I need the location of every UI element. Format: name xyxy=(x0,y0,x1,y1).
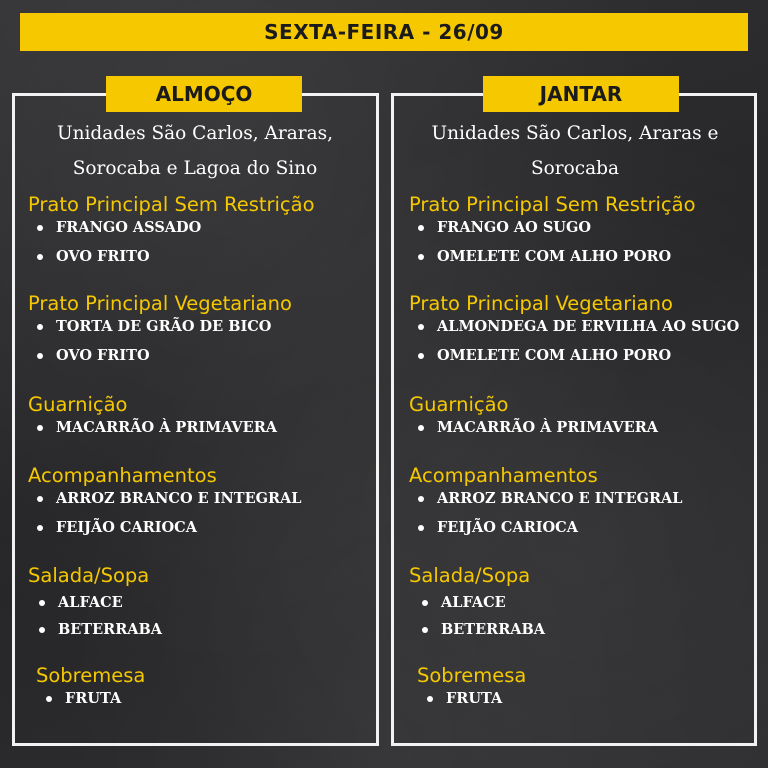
lunch-label: ALMOÇO xyxy=(106,76,302,112)
dinner-units-line: Unidades São Carlos, Araras e xyxy=(431,123,719,144)
dinner-units-line: Sorocaba xyxy=(530,158,620,179)
lunch-section-title: Acompanhamentos xyxy=(28,464,217,487)
dinner-menu-item xyxy=(418,318,739,335)
lunch-menu-item xyxy=(37,419,277,436)
bullet-icon xyxy=(418,425,424,431)
lunch-section-title: Prato Principal Vegetariano xyxy=(28,292,292,315)
dinner-menu-item xyxy=(418,519,578,536)
menu-item-label: OVO FRITO xyxy=(56,248,150,265)
bullet-icon xyxy=(46,696,52,702)
menu-item-label: ALMONDEGA DE ERVILHA AO SUGO xyxy=(437,318,740,335)
dinner-menu-item xyxy=(422,621,545,638)
dinner-menu-item xyxy=(418,347,671,364)
lunch-units-line: Sorocaba e Lagoa do Sino xyxy=(72,158,318,179)
menu-item-label: BETERRABA xyxy=(441,621,546,638)
dinner-menu-item xyxy=(418,490,683,507)
menu-item-label: OVO FRITO xyxy=(56,347,150,364)
bullet-icon xyxy=(418,254,424,260)
lunch-menu-item xyxy=(37,519,197,536)
lunch-menu-item xyxy=(37,490,302,507)
day-header xyxy=(20,13,748,51)
bullet-icon xyxy=(418,353,424,359)
dinner-section-title: Acompanhamentos xyxy=(409,464,598,487)
lunch-menu-item xyxy=(39,621,162,638)
menu-item-label: BETERRABA xyxy=(58,621,163,638)
dinner-section-title: Guarnição xyxy=(409,393,509,416)
bullet-icon xyxy=(37,496,43,502)
bullet-icon xyxy=(37,225,43,231)
menu-item-label: FEIJÃO CARIOCA xyxy=(437,519,578,536)
dinner-menu-item xyxy=(422,594,506,611)
bullet-icon xyxy=(37,525,43,531)
menu-item-label: OMELETE COM ALHO PORO xyxy=(437,347,672,364)
menu-item-label: ARROZ BRANCO E INTEGRAL xyxy=(437,490,683,507)
lunch-menu-item xyxy=(37,248,150,265)
lunch-section-title: Sobremesa xyxy=(36,664,146,687)
dinner-units xyxy=(394,116,756,186)
lunch-menu-item xyxy=(37,318,271,335)
dinner-menu-item xyxy=(418,248,671,265)
menu-item-label: OMELETE COM ALHO PORO xyxy=(437,248,672,265)
dinner-section-title: Prato Principal Sem Restrição xyxy=(409,193,696,216)
menu-item-label: MACARRÃO À PRIMAVERA xyxy=(56,419,278,436)
bullet-icon xyxy=(37,254,43,260)
lunch-menu-item xyxy=(39,594,123,611)
bullet-icon xyxy=(422,600,428,606)
bullet-icon xyxy=(418,496,424,502)
menu-item-label: FEIJÃO CARIOCA xyxy=(56,519,197,536)
menu-item-label: FRANGO AO SUGO xyxy=(437,219,591,236)
dinner-section-title: Sobremesa xyxy=(417,664,527,687)
menu-item-label: MACARRÃO À PRIMAVERA xyxy=(437,419,659,436)
bullet-icon xyxy=(422,627,428,633)
dinner-label: JANTAR xyxy=(483,76,679,112)
menu-item-label: FRUTA xyxy=(65,690,122,707)
bullet-icon xyxy=(418,324,424,330)
menu-item-label: FRUTA xyxy=(446,690,503,707)
lunch-menu-item xyxy=(37,347,150,364)
menu-item-label: ALFACE xyxy=(58,594,123,611)
dinner-menu-item xyxy=(418,419,658,436)
bullet-icon xyxy=(37,425,43,431)
lunch-menu-item xyxy=(46,690,121,707)
dinner-section-title: Salada/Sopa xyxy=(409,564,531,587)
bullet-icon xyxy=(39,600,45,606)
lunch-units-line: Unidades São Carlos, Araras, xyxy=(56,123,333,144)
lunch-section-title: Guarnição xyxy=(28,393,128,416)
dinner-menu-item xyxy=(418,219,591,236)
bullet-icon xyxy=(39,627,45,633)
lunch-menu-item xyxy=(37,219,201,236)
dinner-menu-item xyxy=(427,690,502,707)
lunch-section-title: Salada/Sopa xyxy=(28,564,150,587)
menu-item-label: ALFACE xyxy=(441,594,506,611)
menu-item-label: ARROZ BRANCO E INTEGRAL xyxy=(56,490,302,507)
lunch-section-title: Prato Principal Sem Restrição xyxy=(28,193,315,216)
menu-item-label: FRANGO ASSADO xyxy=(56,219,202,236)
menu-item-label: TORTA DE GRÃO DE BICO xyxy=(56,318,272,335)
bullet-icon xyxy=(418,525,424,531)
day-title: SEXTA-FEIRA - 26/09 xyxy=(264,20,504,44)
bullet-icon xyxy=(37,353,43,359)
lunch-units xyxy=(14,116,376,186)
bullet-icon xyxy=(37,324,43,330)
bullet-icon xyxy=(418,225,424,231)
bullet-icon xyxy=(427,696,433,702)
dinner-section-title: Prato Principal Vegetariano xyxy=(409,292,673,315)
